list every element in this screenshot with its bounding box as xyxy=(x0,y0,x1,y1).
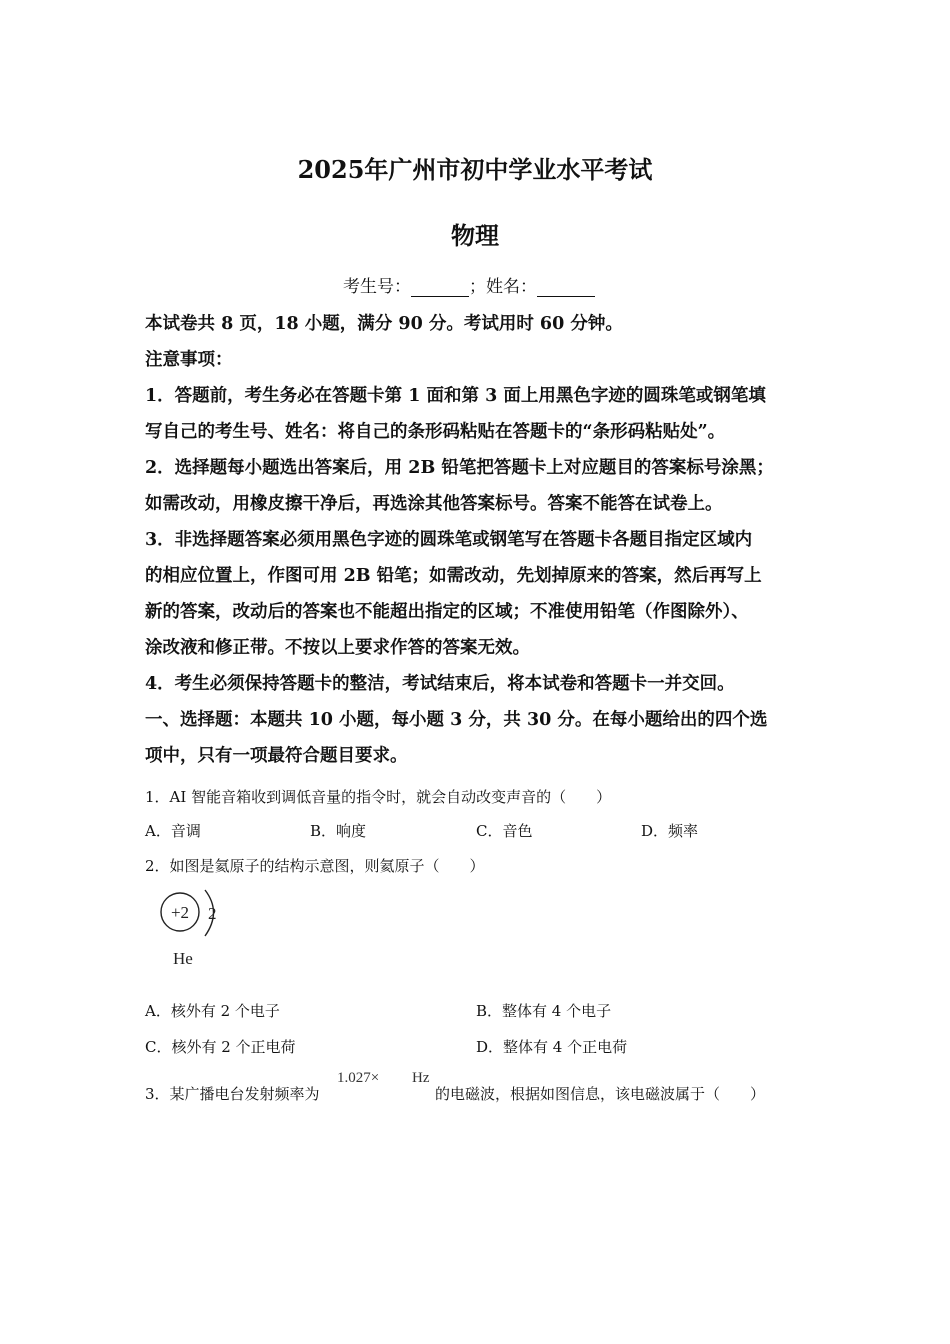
exam-title: 2025年广州市初中学业水平考试 xyxy=(297,155,653,184)
note-line: 3．非选择题答案必须用黑色字迹的圆珠笔或钢笔写在答题卡各题目指定区域内 xyxy=(145,530,753,550)
q1-option-a: A．音调 xyxy=(145,822,201,840)
frequency-value: 1.027× xyxy=(337,1070,380,1086)
q2-option-d: D．整体有 4 个正电荷 xyxy=(476,1038,628,1056)
note-line: 的相应位置上，作图可用 2B 铅笔；如需改动，先划掉原来的答案，然后再写上 xyxy=(145,566,762,586)
candidate-no-label: 考生号： xyxy=(343,277,411,297)
note-line: 如需改动，用橡皮擦干净后，再选涂其他答案标号。答案不能答在试卷上。 xyxy=(145,494,723,514)
note-line: 涂改液和修正带。不按以上要求作答的答案无效。 xyxy=(145,638,530,658)
q1-option-b: B．响度 xyxy=(310,822,367,840)
note-line: 2．选择题每小题选出答案后，用 2B 铅笔把答题卡上对应题目的答案标号涂黑； xyxy=(145,458,774,478)
section-heading-cont: 项中，只有一项最符合题目要求。 xyxy=(145,746,408,766)
candidate-no-blank xyxy=(411,280,469,297)
q2-option-b: B．整体有 4 个电子 xyxy=(476,1002,612,1020)
q2-option-c: C．核外有 2 个正电荷 xyxy=(145,1038,296,1056)
notes-heading: 注意事项： xyxy=(145,350,233,370)
section-heading: 一、选择题：本题共 10 小题，每小题 3 分，共 30 分。在每小题给出的四个选 xyxy=(145,710,768,730)
q2-option-a: A．核外有 2 个电子 xyxy=(145,1002,280,1020)
name-blank xyxy=(537,280,595,297)
info-separator: ； xyxy=(469,277,486,297)
question-3-stem-before: 3．某广播电台发射频率为 xyxy=(145,1085,320,1103)
helium-atom-diagram xyxy=(150,882,240,972)
question-3-stem-after: 的电磁波，根据如图信息，该电磁波属于（ ） xyxy=(435,1085,766,1103)
question-1-stem: 1．AI 智能音箱收到调低音量的指令时，就会自动改变声音的（ ） xyxy=(145,788,612,806)
note-line: 新的答案，改动后的答案也不能超出指定的区域；不准使用铅笔（作图除外）、 xyxy=(145,602,749,622)
name-label: 姓名： xyxy=(486,277,537,297)
note-line: 写自己的考生号、姓名：将自己的条形码粘贴在答题卡的“条形码粘贴处”。 xyxy=(145,422,726,442)
nucleus-charge: +2 xyxy=(170,903,190,922)
frequency-unit: Hz xyxy=(412,1070,430,1086)
note-line: 4．考生必须保持答题卡的整洁，考试结束后，将本试卷和答题卡一并交回。 xyxy=(145,674,735,694)
note-line: 1．答题前，考生务必在答题卡第 1 面和第 3 面上用黑色字迹的圆珠笔或钢笔填 xyxy=(145,386,766,406)
element-symbol: He xyxy=(173,949,193,968)
exam-summary: 本试卷共 8 页，18 小题，满分 90 分。考试用时 60 分钟。 xyxy=(145,314,623,334)
atom-structure-svg xyxy=(150,882,240,972)
shell-electron-count: 2 xyxy=(208,904,217,923)
q1-option-d: D．频率 xyxy=(641,822,699,840)
subject-title: 物理 xyxy=(451,221,499,250)
q1-option-c: C．音色 xyxy=(476,822,533,840)
question-2-stem: 2．如图是氦原子的结构示意图，则氦原子（ ） xyxy=(145,857,485,875)
candidate-info xyxy=(343,272,595,297)
